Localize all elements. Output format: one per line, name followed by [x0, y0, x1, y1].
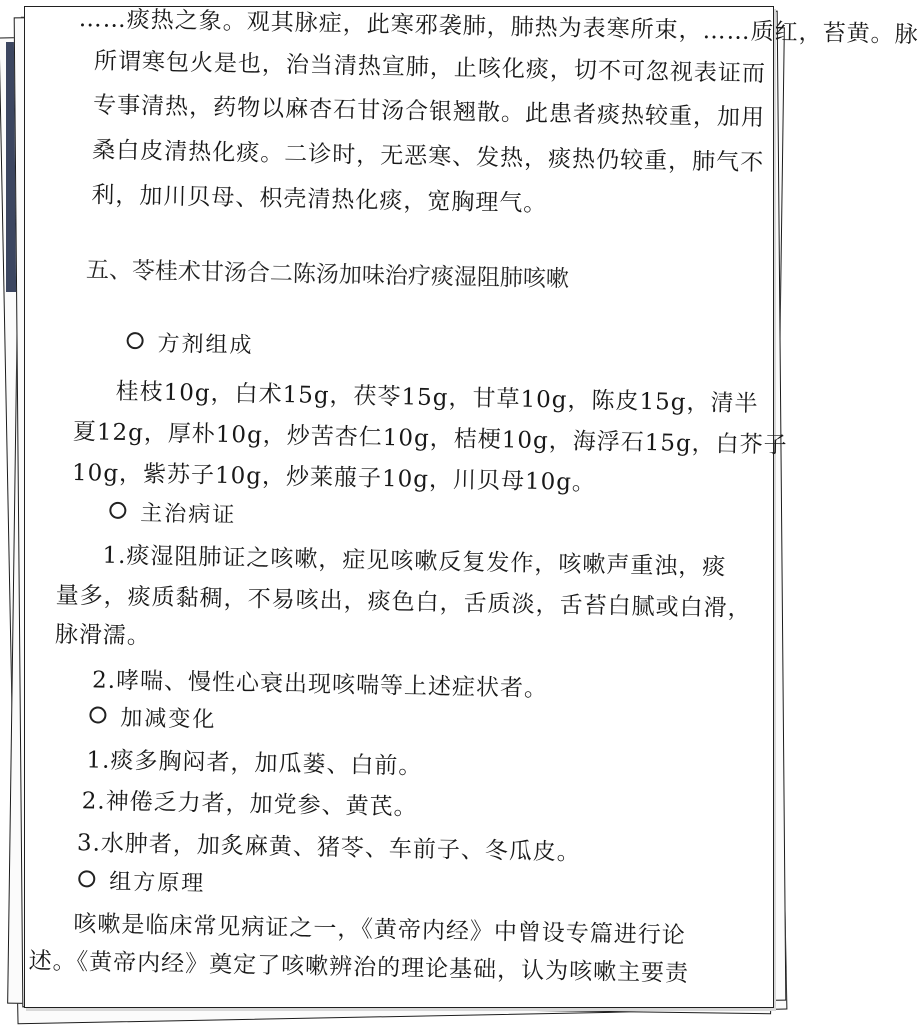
subheading-principle — [78, 864, 206, 897]
subheading-label: 主治病证 — [140, 501, 237, 529]
subheading-label: 方剂组成 — [157, 331, 254, 359]
principle-line: 咳嗽是临床常见病证之一，《黄帝内经》中曾设专篇进行论 — [73, 911, 687, 949]
paragraph-line: ……痰热之象。观其脉症，此寒邪袭肺，肺热为表寒所束，……质红，苔黄。脉 — [78, 6, 919, 49]
page-content — [6, 6, 919, 1021]
paragraph-line: 桑白皮清热化痰。二诊时，无恶寒、发热，痰热仍较重，肺气不 — [92, 137, 765, 177]
composition-line: 夏12g，厚朴10g，炒苦杏仁10g，桔梗10g，海浮石15g，白芥子 — [72, 418, 788, 459]
subheading-indications — [109, 496, 237, 529]
modification-line: 3.水肿者，加炙麻黄、猪苓、车前子、冬瓜皮。 — [76, 830, 582, 866]
principle-line: 述。《黄帝内经》奠定了咳嗽辨治的理论基础，认为咳嗽主要责 — [28, 948, 690, 987]
circle-bullet-icon — [109, 502, 126, 519]
circle-bullet-icon — [89, 706, 106, 723]
subheading-composition — [126, 326, 254, 359]
circle-bullet-icon — [78, 870, 95, 887]
composition-line: 10g，紫苏子10g，炒莱菔子10g，川贝母10g。 — [71, 459, 597, 497]
modification-line: 2.神倦乏力者，加党参、黄芪。 — [81, 788, 418, 821]
indication-line: 2.哮喘、慢性心衰出现咳喘等上述症状者。 — [91, 667, 549, 703]
book-page — [24, 6, 919, 1008]
subheading-label: 组方原理 — [108, 869, 206, 897]
modification-line: 1.痰多胸闷者，加瓜蒌、白前。 — [86, 747, 423, 780]
composition-line: 桂枝10g，白术15g，茯苓15g，甘草10g，陈皮15g，清半 — [115, 378, 759, 418]
indication-line: 脉滑濡。 — [54, 621, 152, 650]
paragraph-line: 所谓寒包火是也，治当清热宣肺，止咳化痰，切不可忽视表证而 — [93, 48, 767, 88]
paragraph-line: 利，加川贝母、枳壳清热化痰，宽胸理气。 — [91, 182, 548, 218]
indication-line: 量多，痰质黏稠，不易咳出，痰色白，舌质淡，舌苔白腻或白滑， — [55, 582, 752, 623]
section-title: 五、苓桂术甘汤合二陈汤加味治疗痰湿阻肺咳嗽 — [85, 257, 570, 293]
paragraph-line: 专事清热，药物以麻杏石甘汤合银翘散。此患者痰热较重，加用 — [92, 92, 766, 132]
subheading-label: 加减变化 — [120, 705, 217, 733]
subheading-modifications — [89, 700, 217, 733]
indication-line: 1.痰湿阻肺证之咳嗽，症见咳嗽反复发作，咳嗽声重浊，痰 — [102, 542, 727, 581]
circle-bullet-icon — [126, 332, 143, 349]
